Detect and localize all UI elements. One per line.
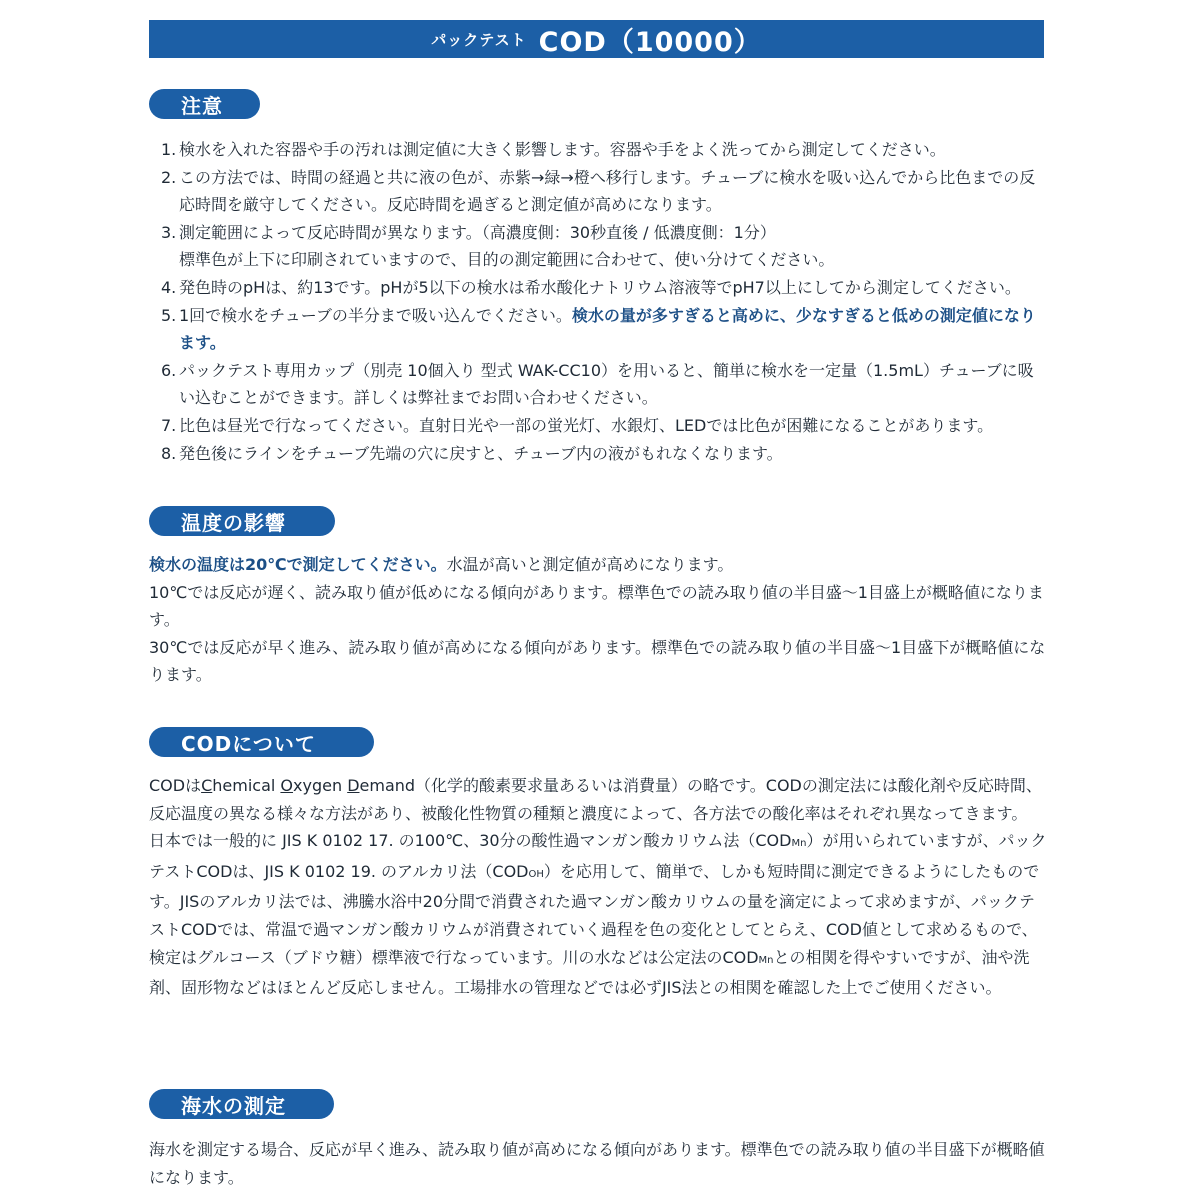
cod-paragraph-1: CODはChemical Oxygen Demand（化学的酸素要求量あるいは消費量）の略です。CODの測定法には酸化剤や反応時間、反応温度の異なる様々な方法があり、被酸化性物質の種類と濃度によって、各方法での酸化率はそれぞれ異なってきます。 — [149, 776, 1042, 823]
note-item: 1. 検水を入れた容器や手の汚れは測定値に大きく影響します。容器や手をよく洗ってから測定してください。 — [161, 140, 946, 159]
temperature-block — [149, 551, 1049, 689]
note-item: 7. 比色は昼光で行なってください。直射日光や一部の蛍光灯、水銀灯、LEDでは比色が困難になることがあります。 — [161, 415, 994, 435]
note-item: 4. 発色時のpHは、約13です。pHが5以下の検水は希水酸化ナトリウム溶液等でpH7以上にしてから測定してください。 — [161, 277, 1021, 297]
temperature-line-1: 検水の温度は20℃で測定してください。水温が高いと測定値が高めになります。 — [149, 555, 734, 574]
section-heading-notes: 注意 — [149, 89, 260, 119]
note-item: 5. 1回で検水をチューブの半分まで吸い込んでください。検水の量が多すぎると高めに、少なすぎると低めの測定値になります。 — [161, 305, 1036, 353]
section-heading-temperature: 温度の影響 — [149, 506, 335, 536]
note-item: 8. 発色後にラインをチューブ先端の穴に戻すと、チューブ内の液がもれなくなります。 — [161, 443, 783, 463]
seawater-block — [149, 1136, 1049, 1191]
cod-paragraph-2: 日本では一般的に JIS K 0102 17. の100℃、30分の酸性過マンガン酸カリウム法（CODMn）が用いられていますが、パックテストCODは、JIS K 0102 19. のアルカリ法（CODOH）を応用して、簡単で、しかも短時間に測定できるようにしたものです。JISのアルカリ法では、沸騰水浴中20分間で消費された過マンガン酸カリウムの量を滴定によって求めますが、パックテストCODでは、常温で過マンガン酸カリウムが消費されていく過程を色の変化としてとらえ、COD値として求めるもので、検定はグルコース（ブドウ糖）標準液で行なっています。川の水などは公定法のCODMnとの相関を得やすいですが、油や洗剤、固形物などはほとんど反応しません。工場排水の管理などでは必ずJIS法との相関を確認した上でご使用ください。 — [149, 831, 1047, 998]
section-heading-cod: CODについて — [149, 727, 374, 757]
cod-block — [149, 772, 1049, 1002]
note-item: 2. この方法では、時間の経過と共に液の色が、赤紫→緑→橙へ移行します。チューブに検水を吸い込んでから比色までの反応時間を厳守してください。反応時間を過ぎると測定値が高めになります。 — [161, 167, 1036, 215]
title-banner — [149, 20, 1044, 58]
seawater-text: 海水を測定する場合、反応が早く進み、読み取り値が高めになる傾向があります。標準色での読み取り値の半目盛下が概略値になります。 — [149, 1140, 1045, 1187]
notes-block — [149, 136, 1049, 467]
note-item: 3. 測定範囲によって反応時間が異なります。（高濃度側：30秒直後 / 低濃度側：1分） 標準色が上下に印刷されていますので、目的の測定範囲に合わせて、使い分けてください。 — [161, 222, 835, 270]
temperature-line-2: 10℃では反応が遅く、読み取り値が低めになる傾向があります。標準色での読み取り値の半目盛～1目盛上が概略値になります。 — [149, 582, 1044, 630]
temperature-line-3: 30℃では反応が早く進み、読み取り値が高めになる傾向があります。標準色での読み取り値の半目盛～1目盛下が概略値になります。 — [149, 637, 1046, 685]
section-heading-seawater: 海水の測定 — [149, 1089, 334, 1119]
notes-list — [149, 136, 1049, 467]
banner-subtitle: パックテスト — [431, 30, 527, 49]
banner-title: COD（10000） — [538, 26, 762, 58]
note-item: 6. パックテスト専用カップ（別売 10個入り 型式 WAK-CC10）を用いると、簡単に検水を一定量（1.5mL）チューブに吸い込むことができます。詳しくは弊社までお問い合わせください。 — [161, 360, 1034, 408]
